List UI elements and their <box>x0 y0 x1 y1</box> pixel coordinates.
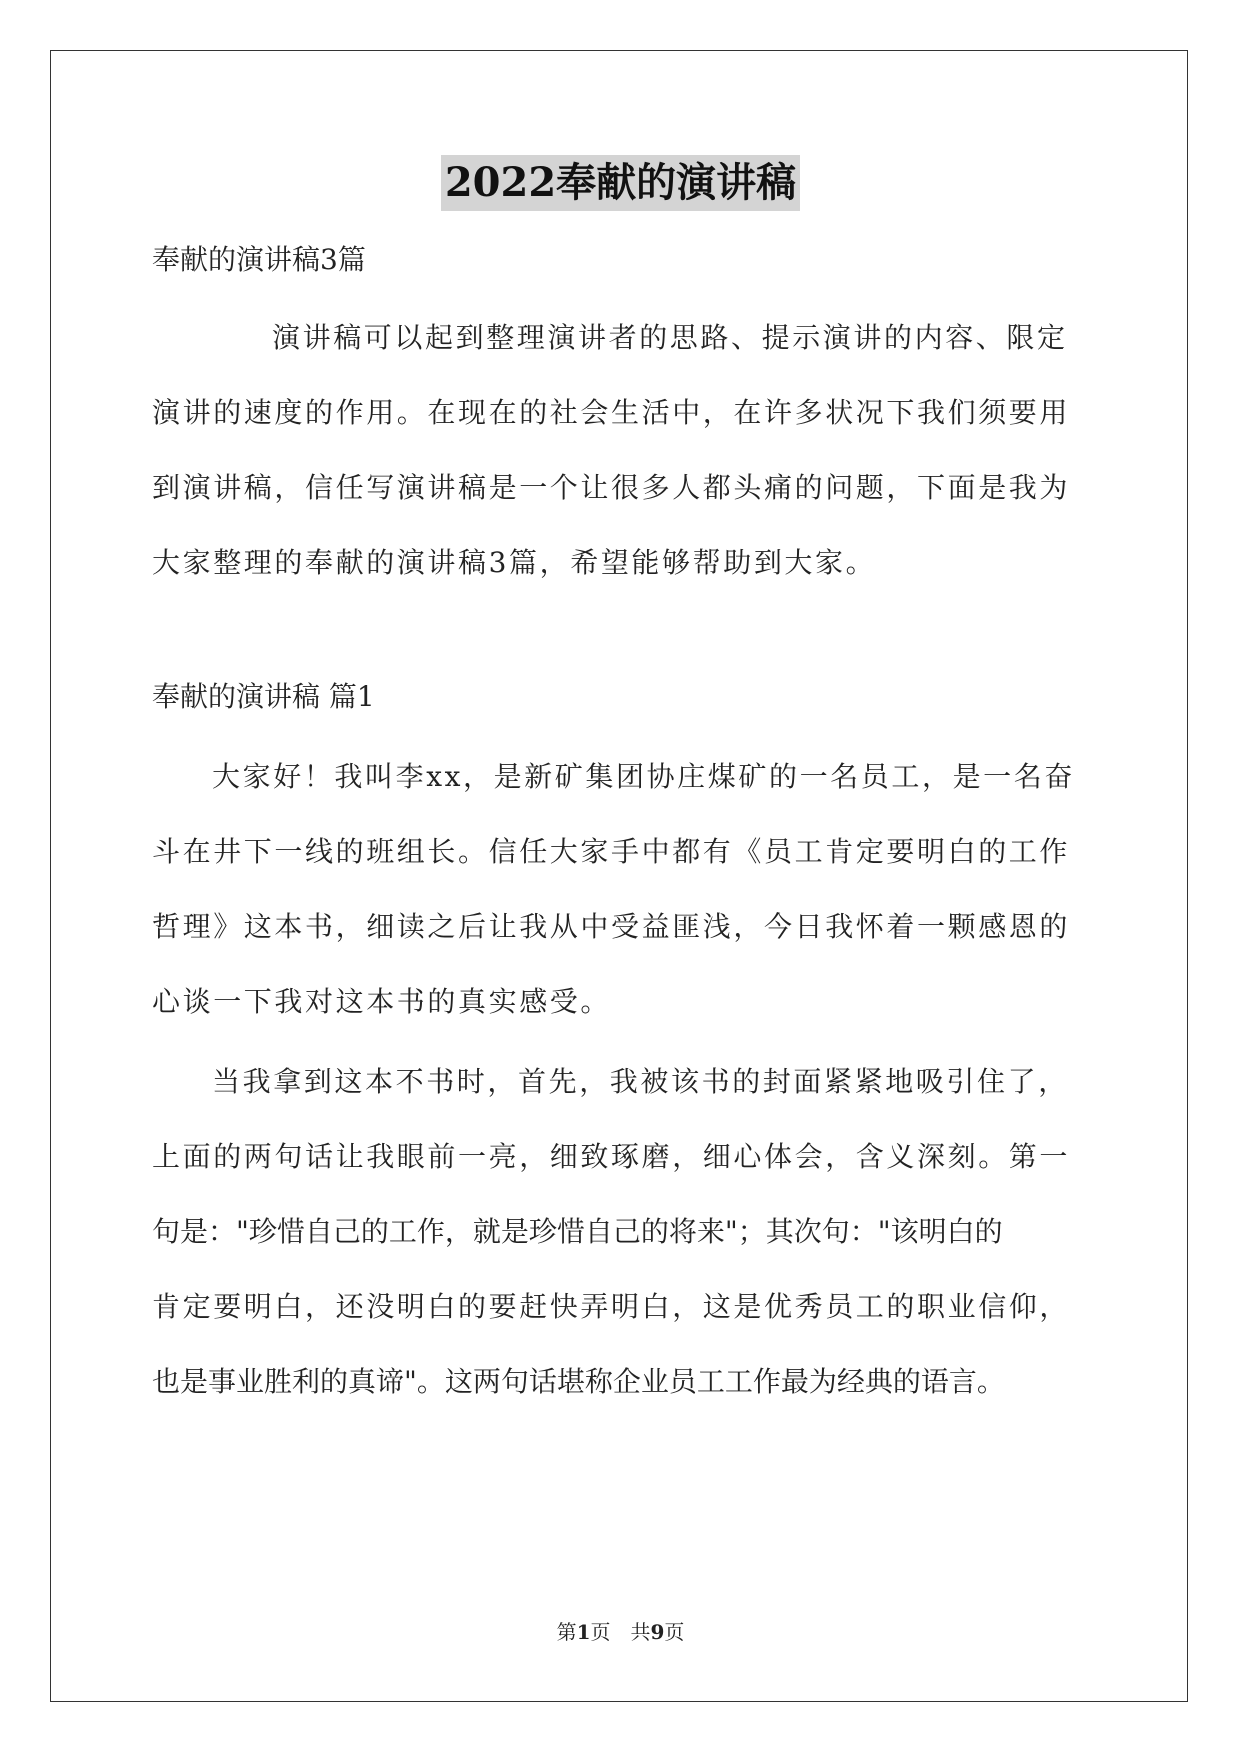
para2-line-4: 肯定要明白，还没明白的要赶快弄明白，这是优秀员工的职业信仰， <box>152 1290 1071 1323</box>
section-heading: 奉献的演讲稿 篇1 <box>152 680 375 713</box>
para2-line-3: 句是："珍惜自己的工作，就是珍惜自己的将来"；其次句："该明白的 <box>152 1215 1003 1248</box>
intro-line-4: 大家整理的奉献的演讲稿3篇，希望能够帮助到大家。 <box>152 546 877 579</box>
document-title: 2022奉献的演讲稿 <box>441 155 800 211</box>
para2-line-5: 也是事业胜利的真谛"。这两句话堪称企业员工工作最为经典的语言。 <box>152 1365 1005 1398</box>
page-mid: 页 共 <box>590 1620 651 1644</box>
page-total: 9 <box>650 1620 665 1644</box>
para2-line-2: 上面的两句话让我眼前一亮，细致琢磨，细心体会，含义深刻。第一 <box>152 1140 1071 1173</box>
page-current: 1 <box>576 1620 591 1644</box>
page-suffix: 页 <box>664 1620 685 1644</box>
para2-line-1: 当我拿到这本不书时，首先，我被该书的封面紧紧地吸引住了， <box>212 1065 1069 1098</box>
document-subtitle: 奉献的演讲稿3篇 <box>152 243 366 276</box>
para1-line-2: 斗在井下一线的班组长。信任大家手中都有《员工肯定要明白的工作 <box>152 835 1071 868</box>
intro-line-3: 到演讲稿，信任写演讲稿是一个让很多人都头痛的问题，下面是我为 <box>152 471 1071 504</box>
para1-line-4: 心谈一下我对这本书的真实感受。 <box>152 985 612 1018</box>
para1-line-1: 大家好！我叫李xx，是新矿集团协庄煤矿的一名员工，是一名奋 <box>212 760 1075 793</box>
intro-line-1: 演讲稿可以起到整理演讲者的思路、提示演讲的内容、限定 <box>272 321 1068 354</box>
title-wrap <box>0 155 1241 211</box>
page-prefix: 第 <box>556 1620 577 1644</box>
page-footer <box>0 1618 1241 1646</box>
intro-line-2: 演讲的速度的作用。在现在的社会生活中，在许多状况下我们须要用 <box>152 396 1071 429</box>
page-border <box>50 50 1188 1702</box>
para1-line-3: 哲理》这本书，细读之后让我从中受益匪浅，今日我怀着一颗感恩的 <box>152 910 1071 943</box>
